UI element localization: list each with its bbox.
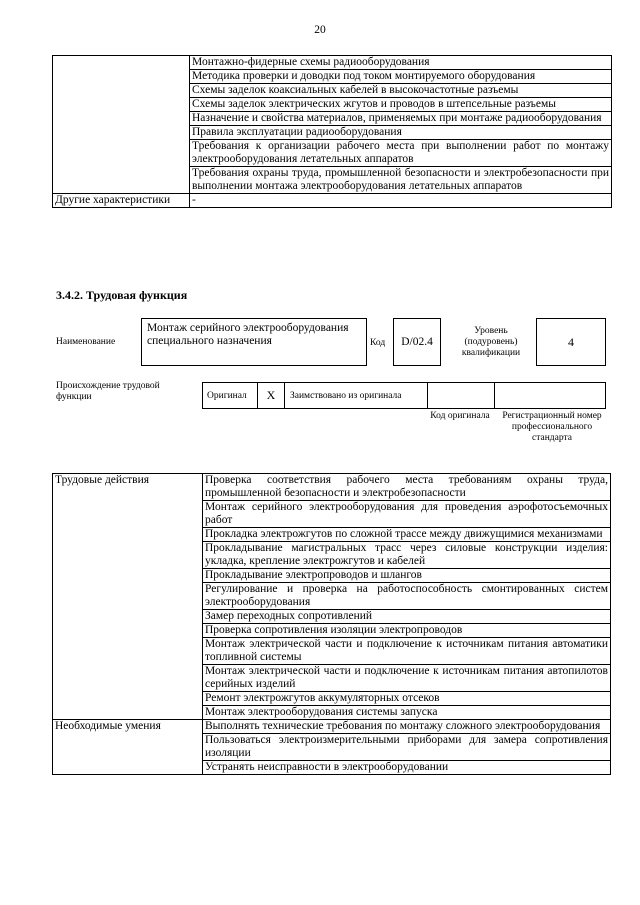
- labor-action-item: Регулирование и проверка на работоспособность смонтированных систем электрооборудования: [203, 583, 611, 610]
- name-label: Наименование: [56, 337, 116, 347]
- knowledge-item: Методика проверки и доводки под током монтируемого оборудования: [190, 70, 612, 84]
- knowledge-item: Назначение и свойства материалов, применяемых при монтаже радиооборудования: [190, 112, 612, 126]
- original-label: Оригинал: [202, 382, 258, 409]
- skill-item: Устранять неисправности в электрооборудовании: [203, 761, 611, 775]
- code-label: Код: [370, 338, 386, 348]
- other-characteristics-value: -: [190, 194, 612, 208]
- labor-action-item: Прокладка электрожгутов по сложной трассе между движущимися механизмами: [203, 528, 611, 542]
- labor-action-item: Прокладывание магистральных трасс через силовые конструкции изделия: укладка, крепление электрожгутов и кабелей: [203, 542, 611, 569]
- knowledge-item: Требования охраны труда, промышленной безопасности и электробезопасности при выполнении монтажа электрооборудования летательных аппаратов: [190, 167, 612, 194]
- labor-action-item: Проверка сопротивления изоляции электропроводов: [203, 624, 611, 638]
- table-row: [53, 720, 611, 734]
- page-number: 20: [314, 24, 326, 36]
- labor-action-item: Монтаж электрической части и подключение к источникам питания автоматики топливной системы: [203, 638, 611, 665]
- knowledge-item: Схемы заделок электрических жгутов и проводов в штепсельные разъемы: [190, 98, 612, 112]
- function-name-box: Монтаж серийного электрооборудования специального назначения: [141, 318, 367, 366]
- labor-action-item: Замер переходных сопротивлений: [203, 610, 611, 624]
- labor-action-item: Проверка соответствия рабочего места требованиям охраны труда, промышленной безопасности и электробезопасности: [203, 474, 611, 501]
- original-mark: X: [257, 382, 285, 409]
- function-code-box: D/02.4: [393, 318, 441, 366]
- knowledge-item: Требования к организации рабочего места при выполнении работ по монтажу электрооборудования летательных аппаратов: [190, 140, 612, 167]
- origin-code-cell: [427, 382, 495, 409]
- skill-item: Пользоваться электроизмерительными приборами для замера сопротивления изоляции: [203, 734, 611, 761]
- labor-actions-label: Трудовые действия: [53, 474, 203, 720]
- skill-item: Выполнять технические требования по монтажу сложного электрооборудования: [203, 720, 611, 734]
- knowledge-item: Правила эксплуатации радиооборудования: [190, 126, 612, 140]
- required-skills-label: Необходимые умения: [53, 720, 203, 775]
- table-row: [53, 474, 611, 501]
- origin-row: [203, 382, 607, 409]
- labor-action-item: Прокладывание электропроводов и шлангов: [203, 569, 611, 583]
- labor-action-item: Монтаж серийного электрооборудования для проведения аэрофотосъемочных работ: [203, 501, 611, 528]
- labor-action-item: Монтаж электрической части и подключение к источникам питания автопилотов серийных изделий: [203, 665, 611, 692]
- table-row: [53, 56, 612, 70]
- labor-function-table: [52, 473, 611, 775]
- other-characteristics-label: Другие характеристики: [53, 194, 190, 208]
- knowledge-table: [52, 55, 612, 208]
- qualification-level-label: Уровень (подуровень) квалификации: [461, 326, 521, 358]
- registration-number-cell: [494, 382, 606, 409]
- table-row: [53, 194, 612, 208]
- origin-label: Происхождение трудовой функции: [56, 381, 160, 402]
- knowledge-item: Монтажно-фидерные схемы радиооборудования: [190, 56, 612, 70]
- labor-action-item: Ремонт электрожгутов аккумуляторных отсеков: [203, 692, 611, 706]
- knowledge-item: Схемы заделок коаксиальных кабелей в высокочастотные разъемы: [190, 84, 612, 98]
- qualification-level-box: 4: [536, 318, 606, 366]
- borrowed-label: Заимствовано из оригинала: [284, 382, 428, 409]
- knowledge-label-cell: [53, 56, 190, 194]
- origin-code-caption: Код оригинала: [430, 411, 490, 421]
- registration-number-caption: Регистрационный номер профессионального стандарта: [502, 411, 602, 443]
- labor-action-item: Монтаж электрооборудования системы запуска: [203, 706, 611, 720]
- section-title: 3.4.2. Трудовая функция: [56, 288, 188, 302]
